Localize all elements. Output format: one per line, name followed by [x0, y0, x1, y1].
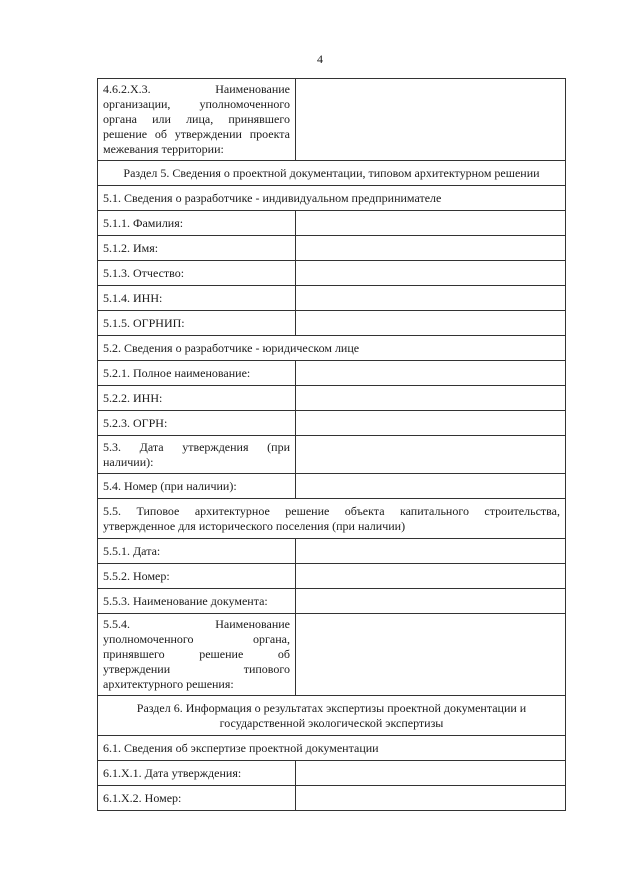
- form-row: [98, 286, 566, 311]
- form-row: [98, 589, 566, 614]
- subsection-title: 5.1. Сведения о разработчике - индивидуальном предпринимателе: [98, 186, 566, 211]
- cell-text-line: 5.3. Дата утверждения (при: [103, 439, 290, 454]
- field-value-cell[interactable]: [296, 311, 566, 336]
- form-row: [98, 411, 566, 436]
- field-value-cell[interactable]: [296, 474, 566, 499]
- field-label: 5.1.2. Имя:: [98, 236, 296, 261]
- subsection-title: [98, 499, 566, 539]
- form-row: [98, 386, 566, 411]
- subsection-title: 5.2. Сведения о разработчике - юридическом лице: [98, 336, 566, 361]
- form-row: [98, 336, 566, 361]
- cell-text-line: 4.6.2.X.3. Наименование: [103, 82, 290, 96]
- field-value-cell[interactable]: [296, 564, 566, 589]
- field-label: 5.5.1. Дата:: [98, 539, 296, 564]
- field-label: 6.1.X.1. Дата утверждения:: [98, 761, 296, 786]
- field-label: 5.2.1. Полное наименование:: [98, 361, 296, 386]
- application-form-table: [97, 78, 566, 811]
- form-row: [98, 499, 566, 539]
- form-row: [98, 436, 566, 474]
- cell-text-line: 5.5. Типовое архитектурное решение объекта капитального строительства,: [103, 503, 560, 518]
- field-value-cell[interactable]: [296, 411, 566, 436]
- cell-text-line: межевания территории:: [103, 142, 224, 156]
- form-row: [98, 539, 566, 564]
- field-label: 5.1.3. Отчество:: [98, 261, 296, 286]
- field-value-cell[interactable]: [296, 436, 566, 474]
- form-row: [98, 361, 566, 386]
- field-label: 5.1.5. ОГРНИП:: [98, 311, 296, 336]
- section-header: Раздел 5. Сведения о проектной документации, типовом архитектурном решении: [98, 161, 566, 186]
- form-row: [98, 786, 566, 811]
- field-label: 5.5.2. Номер:: [98, 564, 296, 589]
- form-row: [98, 311, 566, 336]
- field-label: 6.1.X.2. Номер:: [98, 786, 296, 811]
- form-row: [98, 761, 566, 786]
- field-value-cell[interactable]: [296, 261, 566, 286]
- field-value-cell[interactable]: [296, 286, 566, 311]
- section-header: [98, 696, 566, 736]
- field-value-cell[interactable]: [296, 361, 566, 386]
- subsection-title: 6.1. Сведения об экспертизе проектной документации: [98, 736, 566, 761]
- cell-text-line: утверждении типового: [103, 662, 290, 676]
- field-label: 5.1.4. ИНН:: [98, 286, 296, 311]
- field-label: [98, 436, 296, 474]
- field-value-cell[interactable]: [296, 614, 566, 696]
- form-row: [98, 79, 566, 161]
- cell-text-line: 5.5.4. Наименование: [103, 617, 290, 631]
- field-label: 5.2.2. ИНН:: [98, 386, 296, 411]
- form-row: [98, 736, 566, 761]
- cell-text-line: утвержденное для исторического поселения (при наличии): [103, 518, 406, 533]
- cell-text-line: государственной экологической экспертизы: [219, 715, 444, 730]
- field-label: [98, 79, 296, 161]
- cell-text-line: архитектурного решения:: [103, 677, 234, 691]
- field-value-cell[interactable]: [296, 386, 566, 411]
- field-value-cell[interactable]: [296, 236, 566, 261]
- form-row: [98, 211, 566, 236]
- field-label: 5.2.3. ОГРН:: [98, 411, 296, 436]
- form-row: [98, 696, 566, 736]
- field-value-cell[interactable]: [296, 211, 566, 236]
- cell-text-line: решение об утверждении проекта: [103, 127, 290, 141]
- cell-text-line: органа или лица, принявшего: [103, 112, 290, 126]
- field-label: 5.1.1. Фамилия:: [98, 211, 296, 236]
- field-label: [98, 614, 296, 696]
- form-row: [98, 236, 566, 261]
- cell-text-line: организации, уполномоченного: [103, 97, 290, 111]
- form-row: [98, 261, 566, 286]
- cell-text-line: принявшего решение об: [103, 647, 290, 661]
- form-row: [98, 614, 566, 696]
- cell-text-line: уполномоченного органа,: [103, 632, 290, 646]
- cell-text-line: Раздел 6. Информация о результатах экспертизы проектной документации и: [136, 700, 527, 715]
- field-value-cell[interactable]: [296, 786, 566, 811]
- cell-text-line: наличии):: [103, 454, 154, 469]
- field-label: 5.4. Номер (при наличии):: [98, 474, 296, 499]
- field-value-cell[interactable]: [296, 539, 566, 564]
- form-row: [98, 186, 566, 211]
- form-row: [98, 564, 566, 589]
- form-row: [98, 474, 566, 499]
- page-number: 4: [317, 52, 323, 66]
- field-value-cell[interactable]: [296, 79, 566, 161]
- form-row: [98, 161, 566, 186]
- field-value-cell[interactable]: [296, 761, 566, 786]
- field-value-cell[interactable]: [296, 589, 566, 614]
- field-label: 5.5.3. Наименование документа:: [98, 589, 296, 614]
